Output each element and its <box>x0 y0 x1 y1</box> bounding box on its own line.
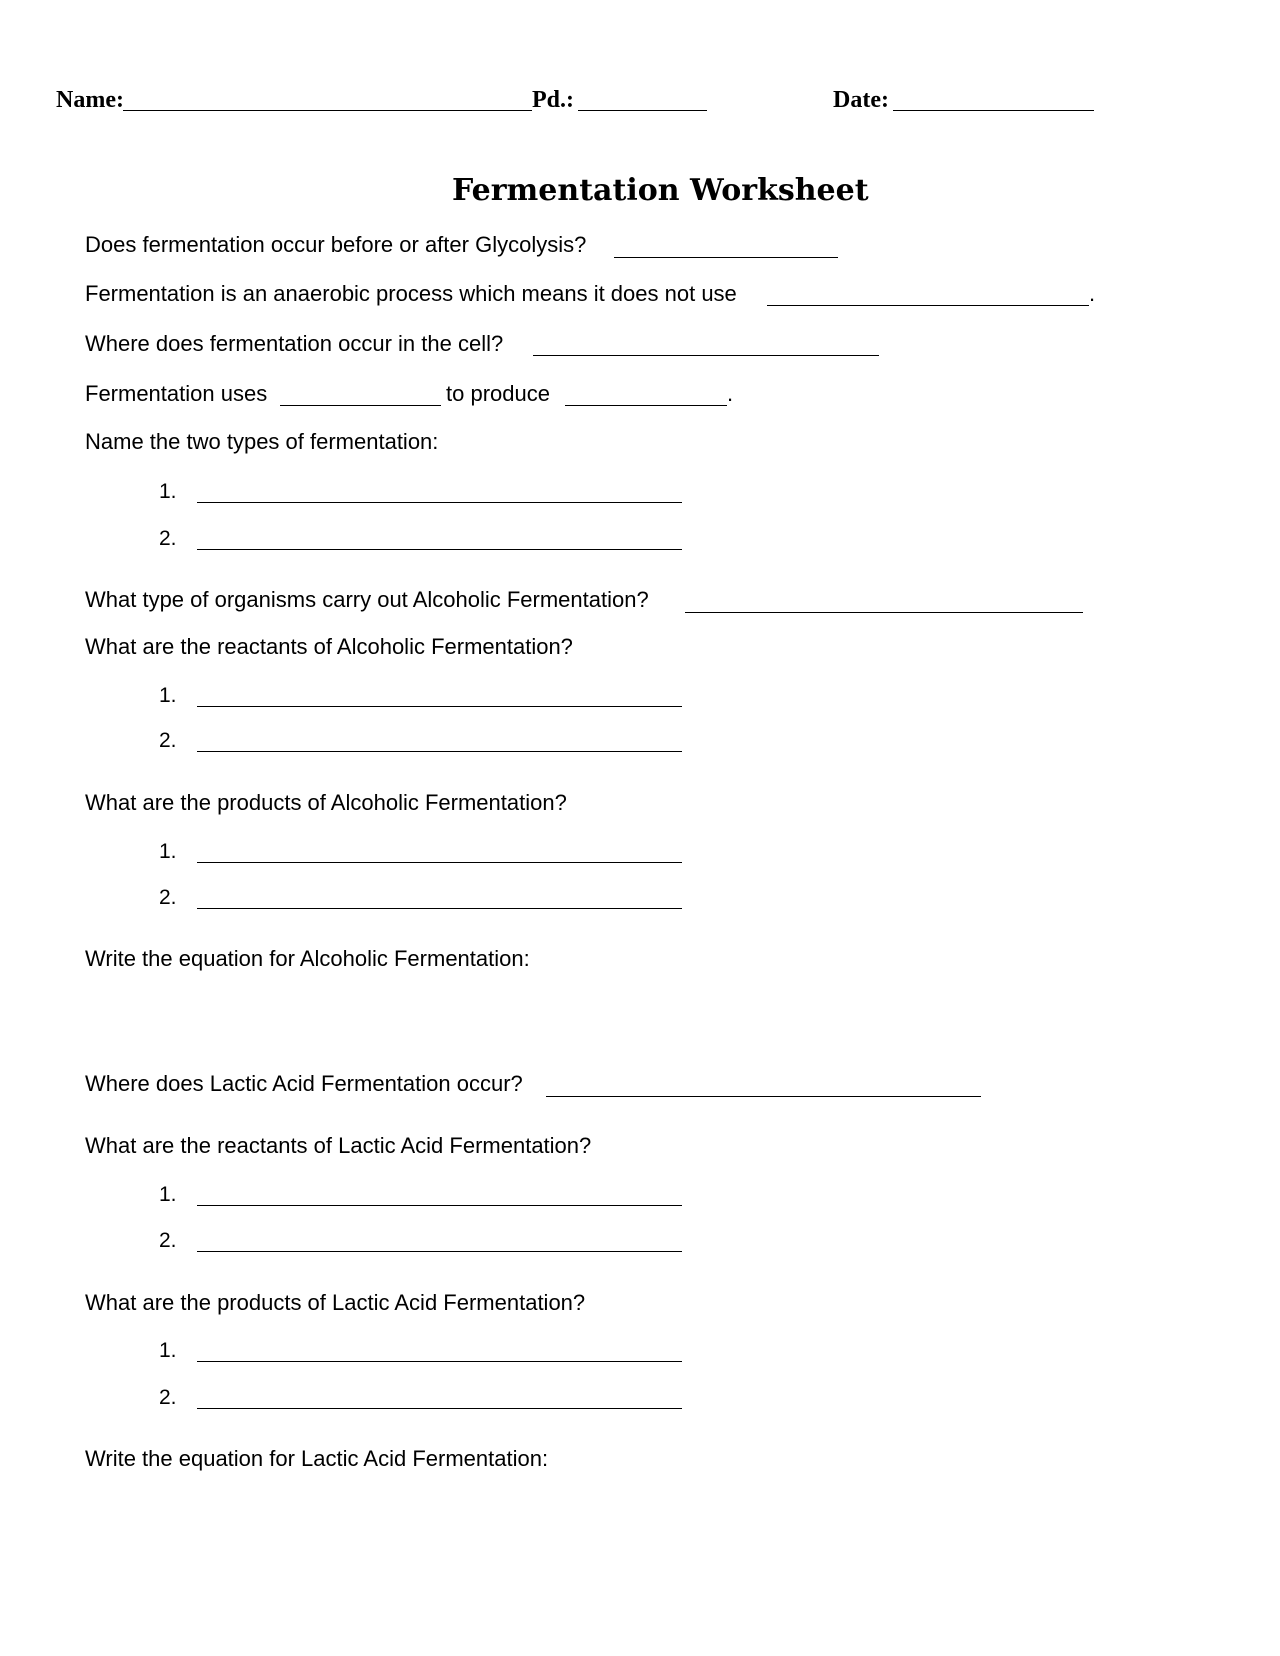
list-number: 1. <box>159 480 177 503</box>
question-text: Fermentation is an anaerobic process which means it does not use <box>85 281 737 306</box>
list-number: 2. <box>159 1229 177 1252</box>
answer-blank[interactable] <box>197 1251 682 1252</box>
question-text: Where does fermentation occur in the cell? <box>85 331 504 356</box>
list-number: 1. <box>159 1183 177 1206</box>
question-text: What are the products of Lactic Acid Fermentation? <box>85 1290 586 1315</box>
page-title: Fermentation Worksheet <box>452 173 869 208</box>
answer-blank[interactable] <box>197 549 682 550</box>
question-text: What are the reactants of Alcoholic Fermentation? <box>85 634 573 659</box>
list-number: 2. <box>159 729 177 752</box>
question-text: Write the equation for Alcoholic Fermentation: <box>85 946 530 971</box>
punctuation: . <box>727 381 734 406</box>
answer-blank[interactable] <box>280 405 441 406</box>
date-blank[interactable] <box>893 110 1094 111</box>
answer-blank[interactable] <box>197 862 682 863</box>
list-number: 1. <box>159 840 177 863</box>
question-text: What are the reactants of Lactic Acid Fermentation? <box>85 1133 592 1158</box>
answer-blank[interactable] <box>197 1408 682 1409</box>
answer-blank[interactable] <box>197 908 682 909</box>
answer-blank[interactable] <box>197 502 682 503</box>
list-number: 1. <box>159 1339 177 1362</box>
name-blank[interactable] <box>123 110 532 111</box>
answer-blank[interactable] <box>197 751 682 752</box>
answer-blank[interactable] <box>546 1096 981 1097</box>
list-number: 2. <box>159 886 177 909</box>
question-text: Name the two types of fermentation: <box>85 429 439 454</box>
answer-blank[interactable] <box>533 355 879 356</box>
question-text: What type of organisms carry out Alcoholic Fermentation? <box>85 587 649 612</box>
pd-label: Pd.: <box>532 87 574 113</box>
question-text: to produce <box>446 381 550 406</box>
list-number: 2. <box>159 527 177 550</box>
question-text: Fermentation uses <box>85 381 268 406</box>
answer-blank[interactable] <box>565 405 727 406</box>
answer-blank[interactable] <box>197 1205 682 1206</box>
question-text: What are the products of Alcoholic Fermentation? <box>85 790 567 815</box>
punctuation: . <box>1089 281 1096 306</box>
question-text: Write the equation for Lactic Acid Fermentation: <box>85 1446 549 1471</box>
answer-blank[interactable] <box>197 706 682 707</box>
pd-blank[interactable] <box>578 110 707 111</box>
question-text: Does fermentation occur before or after Glycolysis? <box>85 232 587 257</box>
date-label: Date: <box>833 87 889 113</box>
list-number: 1. <box>159 684 177 707</box>
question-text: Where does Lactic Acid Fermentation occur? <box>85 1071 523 1096</box>
answer-blank[interactable] <box>614 257 838 258</box>
answer-blank[interactable] <box>197 1361 682 1362</box>
answer-blank[interactable] <box>685 612 1083 613</box>
name-label: Name: <box>56 87 124 113</box>
answer-blank[interactable] <box>767 305 1089 306</box>
list-number: 2. <box>159 1386 177 1409</box>
